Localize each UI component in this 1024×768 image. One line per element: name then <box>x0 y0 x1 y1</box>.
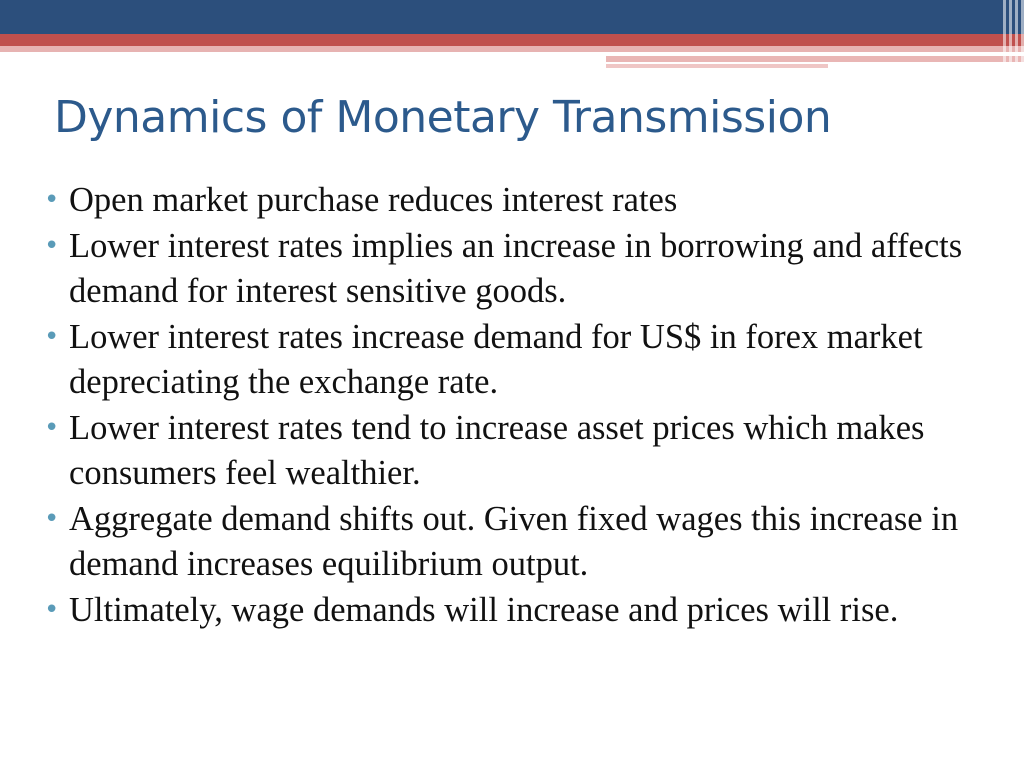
header-band-blue <box>0 0 1024 34</box>
bullet-text: Lower interest rates tend to increase asset prices which makes consumers feel wealthier. <box>69 409 925 492</box>
header-stripe <box>1009 0 1012 68</box>
bullet-item <box>44 497 1014 587</box>
header-accent-band <box>606 56 1024 62</box>
bullet-item <box>44 178 1014 223</box>
bullet-item <box>44 224 1014 314</box>
bullet-text: Open market purchase reduces interest rates <box>69 181 678 219</box>
bullet-dot-icon: • <box>44 231 60 261</box>
bullet-text: Lower interest rates implies an increase in borrowing and affects demand for interest sensitive goods. <box>69 227 963 310</box>
header-stripe <box>1003 0 1006 68</box>
header-band-pink <box>0 46 1024 52</box>
bullet-item <box>44 588 1014 633</box>
bullet-dot-icon: • <box>44 504 60 534</box>
header-accent-band-small <box>606 64 828 68</box>
header-band-red <box>0 34 1024 46</box>
bullet-dot-icon: • <box>44 322 60 352</box>
header-stripe <box>1015 0 1018 68</box>
bullet-dot-icon: • <box>44 413 60 443</box>
bullet-dot-icon: • <box>44 185 60 215</box>
bullet-dot-icon: • <box>44 595 60 625</box>
bullet-text: Lower interest rates increase demand for US$ in forex market depreciating the exchange rate. <box>69 318 923 401</box>
bullet-text: Aggregate demand shifts out. Given fixed wages this increase in demand increases equilibrium output. <box>69 500 959 583</box>
bullet-item <box>44 315 1014 405</box>
bullet-text: Ultimately, wage demands will increase and prices will rise. <box>69 591 899 629</box>
header-stripes <box>994 0 1024 68</box>
slide-title: Dynamics of Monetary Transmission <box>54 92 832 143</box>
bullet-item <box>44 406 1014 496</box>
bullet-list <box>44 178 1014 634</box>
